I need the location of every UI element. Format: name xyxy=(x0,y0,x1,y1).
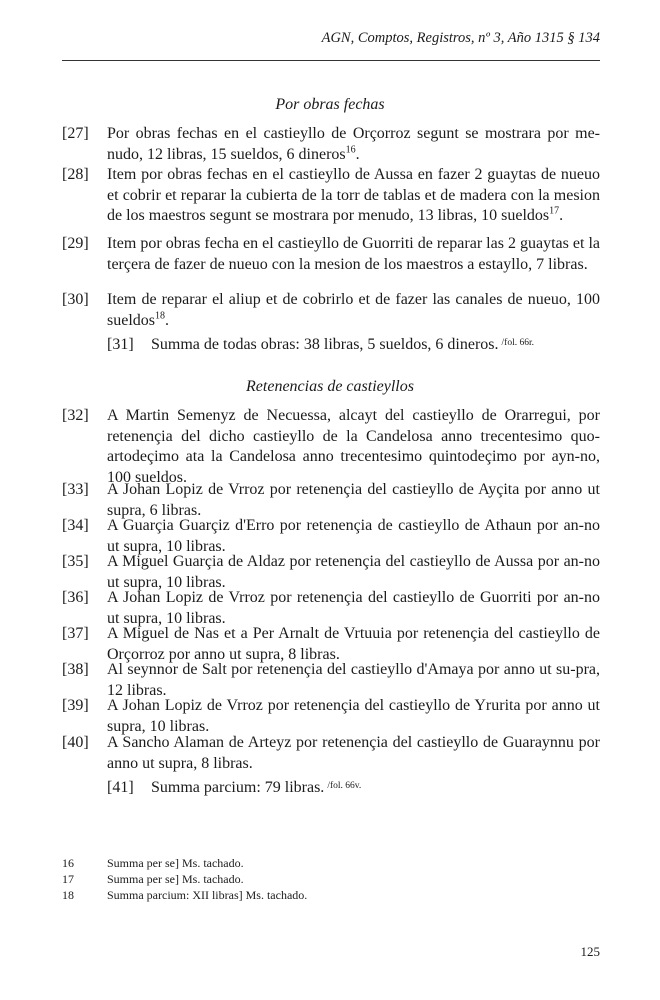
folio-marker: /fol. 66r. xyxy=(501,338,534,348)
entry-number: [35] xyxy=(62,553,89,570)
entry-text: A Johan Lopiz de Vrroz por retenençia del castieyllo de Ayçita por anno ut supra, 6 libras. xyxy=(107,481,600,519)
header-rule xyxy=(62,60,600,61)
footnote-16 xyxy=(62,856,244,871)
section-title-obras: Por obras fechas xyxy=(275,96,385,113)
entry-number: [28] xyxy=(62,166,89,183)
entry-text: Item de reparar el aliup et de cobrirlo et de fazer las canales de nueuo, 100 sueldos xyxy=(107,291,600,329)
entry-number: [37] xyxy=(62,625,89,642)
entry-text: Al seynnor de Salt por retenençia del castieyllo d'Amaya por anno ut su-pra, 12 libras. xyxy=(107,661,600,699)
entry-text: A Martin Semenyz de Necuessa, alcayt del castieyllo de Orarregui, por retenençia del dicho castieyllo de la Candelosa anno trecentesimo quo-artodeçimo ata la Candelosa anno trecentesimo quintodeçimo por ayn-no, 100 sueldos. xyxy=(107,407,600,486)
entry-33 xyxy=(62,480,600,521)
sum-number: [31] xyxy=(107,336,134,353)
entry-30: [30] Item de reparar el aliup et de cobrirlo et de fazer las canales de nueuo, 100 sueldos$^{18}$. xyxy=(62,291,600,329)
sum-number: [41] xyxy=(107,779,134,796)
entry-text: A Sancho Alaman de Arteyz por retenençia del castieyllo de Guaraynnu por anno ut supra, 8 libras. xyxy=(107,734,600,772)
page-number: 125 xyxy=(580,944,600,959)
entry-number: [38] xyxy=(62,661,89,678)
footnote-marker: 18 xyxy=(155,310,165,322)
footnote-marker: 16 xyxy=(345,144,356,156)
entry-34 xyxy=(62,516,600,557)
footnote-17 xyxy=(62,872,244,887)
entry-28: [28] Item por obras fechas en el castieyllo de Aussa en fazer 2 guaytas de nueuo et cobrir et reparar la cubierta de la torr de tablas et de madera con la mesion de los maestros segunt se mostrara por menudo, 13 libras, 10 sueldos$^{17}$. xyxy=(62,166,600,224)
sum-text: Summa de todas obras: 38 libras, 5 sueldos, 6 dineros. xyxy=(151,336,499,353)
section-title-retenencias: Retenencias de castieyllos xyxy=(246,378,414,395)
entry-text: Por obras fechas en el castieyllo de Orçorroz segunt se mostrara por me-nudo, 12 libras, 15 sueldos, 6 dineros xyxy=(107,125,600,163)
entry-37 xyxy=(62,624,600,665)
entry-text: Item por obras fecha en el castieyllo de Guorriti de reparar las 2 guaytas et la terçera de fazer de nueuo con la mesion de los maestros a estayllo, 7 libras. xyxy=(107,235,600,273)
entry-number: [29] xyxy=(62,235,89,252)
entry-text: A Johan Lopiz de Vrroz por retenençia del castieyllo de Yrurita por anno ut supra, 10 libras. xyxy=(107,697,600,735)
entry-number: [33] xyxy=(62,481,89,498)
footnote-marker: 17 xyxy=(549,205,560,217)
footnote-number: 17 xyxy=(62,872,74,886)
entry-29 xyxy=(62,234,600,275)
entry-number: [39] xyxy=(62,697,89,714)
folio-marker: /fol. 66v. xyxy=(327,781,362,791)
footnote-number: 16 xyxy=(62,856,74,870)
entry-text: A Miguel Guarçia de Aldaz por retenençia del castieyllo de Aussa por an-no ut supra, 10 libras. xyxy=(107,553,600,591)
footnote-number: 18 xyxy=(62,888,74,902)
sum-41 xyxy=(107,776,607,799)
running-header: AGN, Comptos, Registros, nº 3, Año 1315 § 134 xyxy=(321,30,600,46)
footnote-text: Summa per se] Ms. tachado. xyxy=(107,856,244,870)
entry-text: A Guarçia Guarçiz d'Erro por retenençia de castieyllo de Athaun por an-no ut supra, 10 libras. xyxy=(107,517,600,555)
entry-number: [32] xyxy=(62,407,89,424)
entry-35 xyxy=(62,552,600,593)
entry-number: [30] xyxy=(62,291,89,308)
entry-38 xyxy=(62,660,600,701)
footnote-text: Summa per se] Ms. tachado. xyxy=(107,872,244,886)
footnote-text: Summa parcium: XII libras] Ms. tachado. xyxy=(107,888,308,902)
entry-number: [36] xyxy=(62,589,89,606)
entry-number: [40] xyxy=(62,734,89,751)
entry-number: [27] xyxy=(62,125,89,142)
entry-39 xyxy=(62,696,600,737)
footnote-18 xyxy=(62,888,307,903)
entry-text: Item por obras fechas en el castieyllo de Aussa en fazer 2 guaytas de nueuo et cobrir et reparar la cubierta de la torr de tablas et de madera con la mesion de los maestros segunt se mostrara por menudo, 13 libras, 10 sueldos xyxy=(107,166,600,224)
entry-27: [27] Por obras fechas en el castieyllo de Orçorroz segunt se mostrara por me-nudo, 12 libras, 15 sueldos, 6 dineros$^{16}$. xyxy=(62,125,600,163)
entry-number: [34] xyxy=(62,517,89,534)
entry-40 xyxy=(62,733,600,774)
entry-text: A Johan Lopiz de Vrroz por retenençia del castieyllo de Guorriti por an-no ut supra, 10 libras. xyxy=(107,589,600,627)
sum-31 xyxy=(107,333,607,356)
sum-text: Summa parcium: 79 libras. xyxy=(151,779,325,796)
entry-36 xyxy=(62,588,600,629)
entry-32 xyxy=(62,406,600,488)
entry-text: A Miguel de Nas et a Per Arnalt de Vrtuuia por retenençia del castieyllo de Orçorroz por anno ut supra, 8 libras. xyxy=(107,625,600,663)
